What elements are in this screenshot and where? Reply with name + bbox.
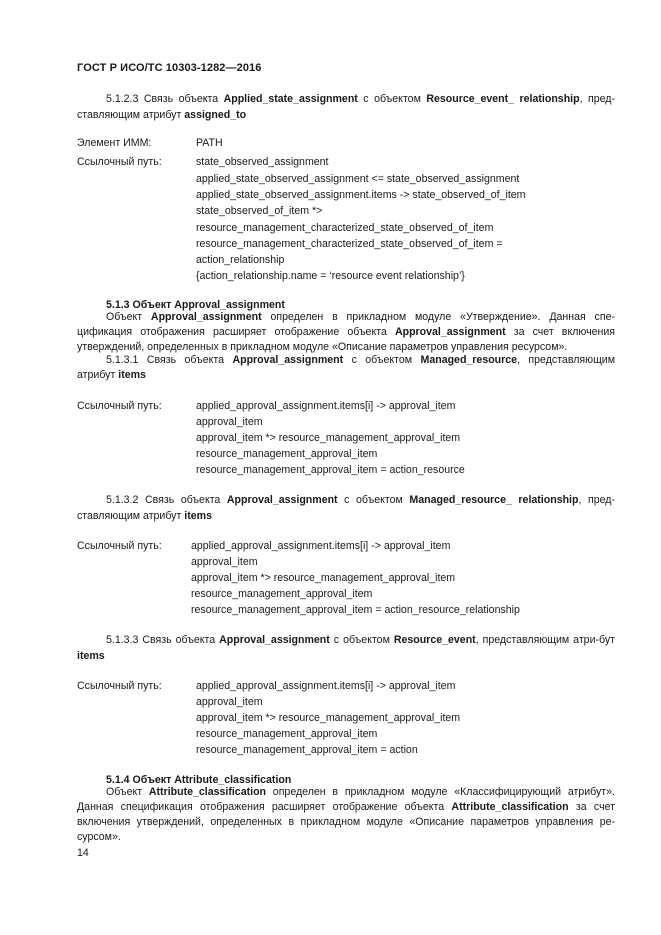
reference-path-label: Ссылочный путь: bbox=[77, 400, 162, 412]
section-heading-5-1-4: 5.1.4 Объект Attribute_classification bbox=[106, 774, 292, 786]
section-heading-5-1-3: 5.1.3 Объект Approval_assignment bbox=[106, 299, 285, 311]
path-line: resource_management_characterized_state_observed_of_item = bbox=[196, 238, 503, 250]
path-line: resource_management_approval_item bbox=[191, 588, 373, 600]
path-line: approval_item *> resource_management_approval_item bbox=[191, 572, 456, 584]
path-line: applied_approval_assignment.items[i] -> approval_item bbox=[196, 680, 456, 692]
reference-path-label: Ссылочный путь: bbox=[77, 156, 162, 168]
path-line: resource_management_characterized_state_observed_of_item bbox=[196, 222, 494, 234]
reference-path-label: Ссылочный путь: bbox=[77, 540, 162, 552]
path-line: action_relationship bbox=[196, 254, 285, 266]
paragraph-5-1-3-1: 5.1.3.1 Связь объекта Approval_assignment с объектом Managed_resource, представляющим атрибут items bbox=[77, 354, 615, 381]
paragraph-5-1-2-3: 5.1.2.3 Связь объекта Applied_state_assignment с объектом Resource_event_ relationship, пред-ставляющим атрибут assigned_to bbox=[77, 93, 616, 121]
path-line: approval_item *> resource_management_approval_item bbox=[196, 712, 461, 724]
path-line: state_observed_assignment bbox=[196, 156, 329, 168]
path-line: applied_state_observed_assignment <= state_observed_assignment bbox=[196, 173, 520, 185]
imm-element-value: PATH bbox=[196, 137, 223, 149]
document-header: ГОСТ Р ИСО/ТС 10303-1282—2016 bbox=[77, 62, 262, 74]
path-line: applied_approval_assignment.items[i] -> approval_item bbox=[196, 400, 456, 412]
path-line: resource_management_approval_item = action bbox=[196, 744, 418, 756]
imm-element-label: Элемент ИММ: bbox=[77, 137, 152, 149]
paragraph-5-1-3: Объект Approval_assignment определен в прикладном модуле «Утверждение». Данная спе-цификация отображения расширяет отображение объекта Approval_assignment за счет включения утверждений, определенных в прикладном модуле «Описание параметров управления ресурсом». bbox=[77, 311, 616, 353]
path-line: applied_approval_assignment.items[i] -> approval_item bbox=[191, 540, 451, 552]
paragraph-5-1-4: Объект Attribute_classification определен в прикладном модуле «Классифицирующий атрибут». Данная спецификация отображения расширяет отображение объекта Attribute_classification за счет включения утверждений, определенных в прикладном модуле «Описание параметров управления ре-сурсом». bbox=[77, 786, 615, 843]
path-line: resource_management_approval_item bbox=[196, 448, 378, 460]
paragraph-5-1-3-2: 5.1.3.2 Связь объекта Approval_assignment с объектом Managed_resource_ relationship, пред-ставляющим атрибут items bbox=[77, 494, 616, 522]
path-line: {action_relationship.name = ‘resource event relationship’} bbox=[196, 270, 465, 282]
reference-path-label: Ссылочный путь: bbox=[77, 680, 162, 692]
page-number: 14 bbox=[77, 847, 89, 859]
path-line: approval_item bbox=[196, 696, 263, 708]
path-line: resource_management_approval_item = action_resource bbox=[196, 464, 465, 476]
path-line: approval_item bbox=[191, 556, 258, 568]
path-line: applied_state_observed_assignment.items -> state_observed_of_item bbox=[196, 189, 526, 201]
path-line: state_observed_of_item *> bbox=[196, 205, 323, 217]
paragraph-5-1-3-3: 5.1.3.3 Связь объекта Approval_assignment с объектом Resource_event, представляющим атри-бут items bbox=[77, 634, 615, 662]
path-line: resource_management_approval_item bbox=[196, 728, 378, 740]
path-line: resource_management_approval_item = action_resource_relationship bbox=[191, 604, 520, 616]
path-line: approval_item *> resource_management_approval_item bbox=[196, 432, 461, 444]
path-line: approval_item bbox=[196, 416, 263, 428]
